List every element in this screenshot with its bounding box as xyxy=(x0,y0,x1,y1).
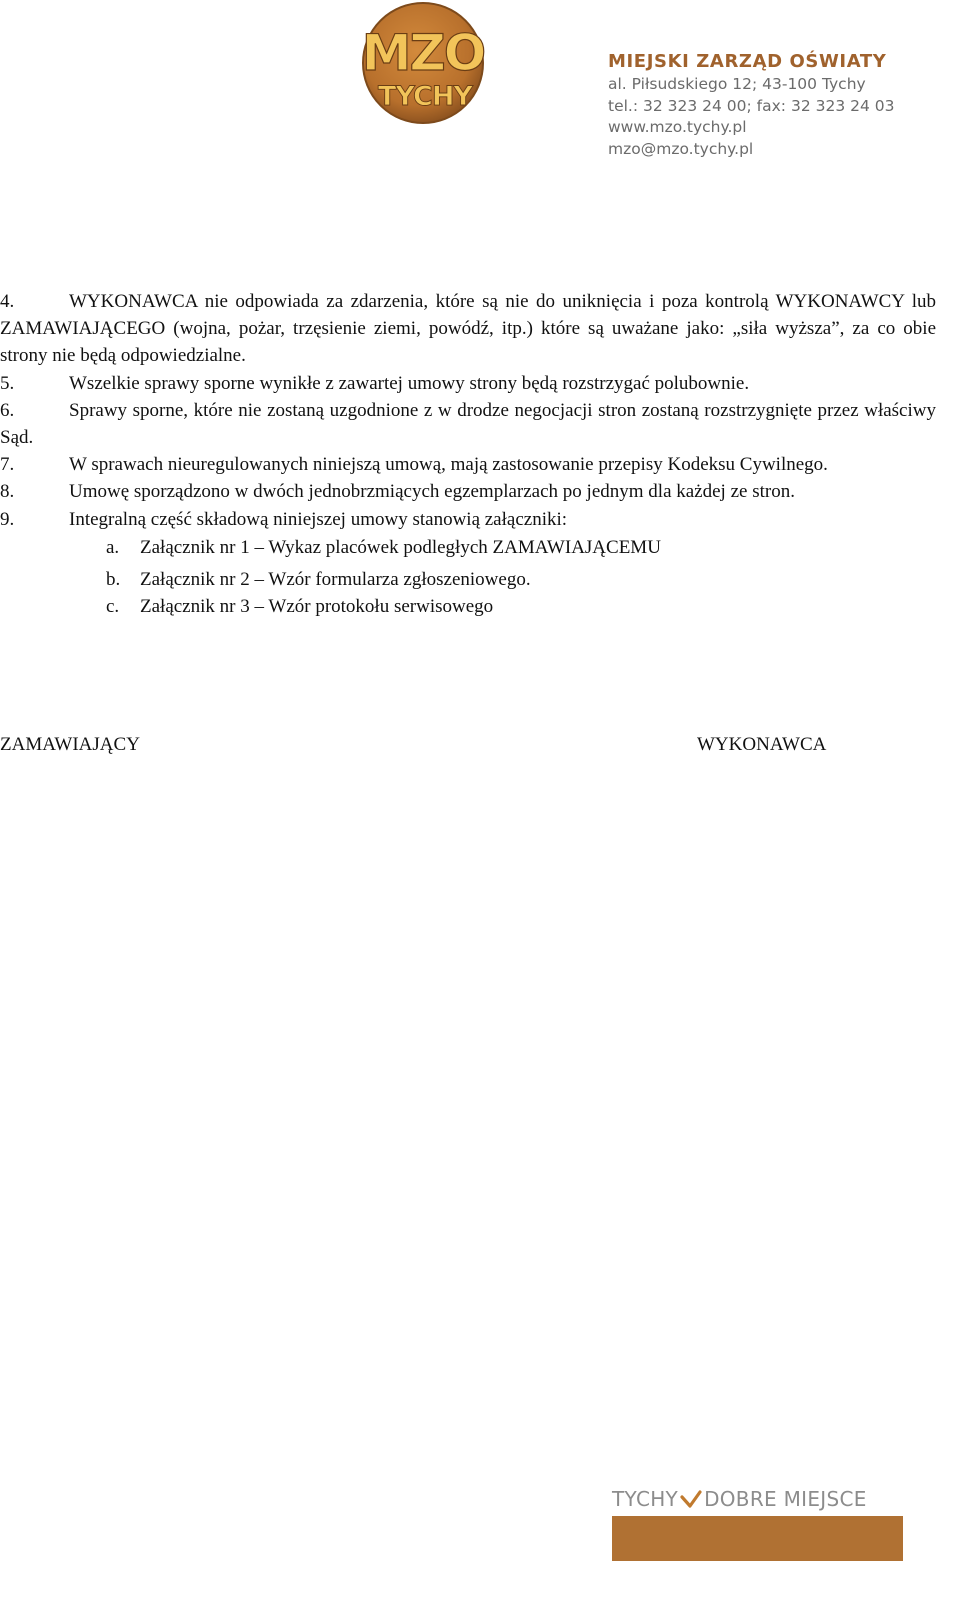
footer-bar xyxy=(612,1516,903,1561)
clause-number: 6. xyxy=(0,399,15,421)
mzo-logo xyxy=(350,0,500,130)
attachment-text: Załącznik nr 3 – Wzór protokołu serwisowego xyxy=(140,596,494,618)
clause-text: WYKONAWCA nie odpowiada za zdarzenia, które są nie do uniknięcia i poza kontrolą WYKONAWCY lub ZAMAWIAJĄCEGO (wojna, pożar, trzęsienie ziemi, powódź, itp.) które są uważane jako: „siła wyższa”, za co obie strony nie będą odpowiedzialne. xyxy=(0,291,936,367)
organization-phone: tel.: 32 323 24 00; fax: 32 323 24 03 xyxy=(608,96,895,115)
clause-number: 7. xyxy=(0,454,15,476)
organization-name: MIEJSKI ZARZĄD OŚWIATY xyxy=(608,51,887,72)
slogan-tychy: TYCHY xyxy=(612,1487,679,1511)
clause-text: Umowę sporządzono w dwóch jednobrzmiących egzemplarzach po jednym dla każdej ze stron. xyxy=(69,481,795,503)
clause-9 xyxy=(0,506,936,533)
clause-6 xyxy=(0,397,936,451)
clause-number: 5. xyxy=(0,372,15,394)
clause-7 xyxy=(0,451,936,478)
organization-info xyxy=(608,50,953,160)
attachment-letter: c. xyxy=(106,596,120,618)
footer-slogan xyxy=(612,1486,907,1512)
slogan-dobre-miejsce: DOBRE MIEJSCE xyxy=(704,1487,867,1511)
clause-8 xyxy=(0,478,936,505)
signature-zamawiajacy: ZAMAWIAJĄCY xyxy=(0,734,140,755)
attachment-item xyxy=(0,566,936,593)
clause-text: Wszelkie sprawy sporne wynikłe z zawartej umowy strony będą rozstrzygać polubownie. xyxy=(69,372,750,394)
clause-number: 9. xyxy=(0,508,15,530)
attachment-letter: b. xyxy=(106,569,121,591)
clause-number: 4. xyxy=(0,291,15,312)
clause-text: W sprawach nieuregulowanych niniejszą umową, mają zastosowanie przepisy Kodeksu Cywilnego. xyxy=(69,454,828,476)
clause-text: Sprawy sporne, które nie zostaną uzgodnione z w drodze negocjacji stron zostaną rozstrzygnięte przez właściwy Sąd. xyxy=(0,399,936,449)
logo-text-mzo: MZO xyxy=(361,24,485,82)
clause-4 xyxy=(0,288,936,370)
organization-website: www.mzo.tychy.pl xyxy=(608,118,747,136)
attachment-letter: a. xyxy=(106,536,120,558)
organization-email: mzo@mzo.tychy.pl xyxy=(608,139,754,158)
attachment-item xyxy=(0,593,936,620)
attachment-item xyxy=(0,534,936,561)
attachment-text: Załącznik nr 2 – Wzór formularza zgłoszeniowego. xyxy=(140,569,531,591)
attachment-text: Załącznik nr 1 – Wykaz placówek podległych ZAMAWIAJĄCEMU xyxy=(140,536,661,558)
signature-wykonawca: WYKONAWCA xyxy=(697,734,827,755)
clause-text: Integralną część składową niniejszej umowy stanowią załączniki: xyxy=(69,508,568,530)
logo-text-tychy: TYCHY xyxy=(378,81,472,112)
clause-number: 8. xyxy=(0,481,15,503)
checkmark-icon xyxy=(680,1489,702,1509)
clause-5 xyxy=(0,370,936,397)
organization-address: al. Piłsudskiego 12; 43-100 Tychy xyxy=(608,75,866,93)
contract-clauses xyxy=(0,288,936,620)
